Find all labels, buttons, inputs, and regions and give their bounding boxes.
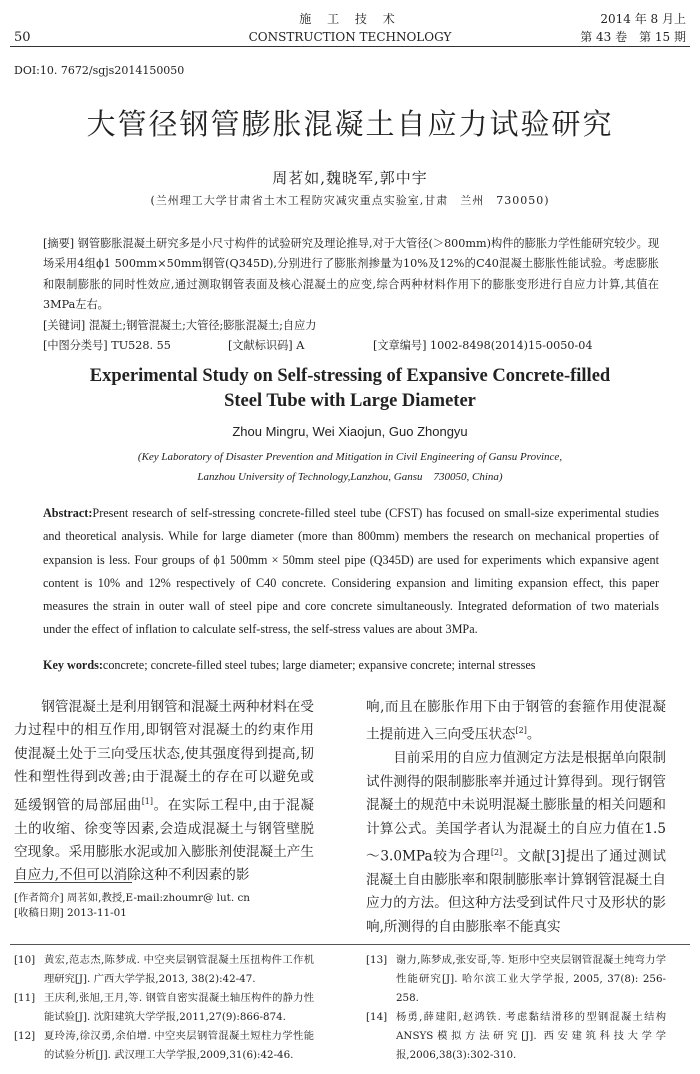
authors-cn: 周茗如,魏晓军,郭中宇	[272, 169, 428, 187]
page-number: 50	[14, 30, 31, 45]
body-text: 。	[526, 726, 541, 743]
affiliation-en-line-1: (Key Laboratory of Disaster Prevention and Mitigation in Civil Engineering of Gansu Province,	[137, 451, 563, 463]
reference-text: 黄宏,范志杰,陈梦成. 中空夹层钢管混凝土压扭构件工作机理研究[J]. 广西大学学报,2013, 38(2):42-47.	[44, 954, 314, 985]
issue-date: 2014 年 8 月上	[600, 12, 686, 26]
reference-text: 谢力,陈梦成,张安哥,等. 矩形中空夹层钢管混凝土纯弯力学性能研究[J]. 哈尔滨工业大学学报, 2005, 37(8): 256-258.	[396, 954, 666, 1004]
doc-code-value: A	[296, 339, 305, 352]
keywords-cn-label: [关键词]	[43, 319, 86, 332]
doi: DOI:10. 7672/sgjs2014150050	[14, 64, 185, 77]
issue-info	[580, 10, 686, 46]
abstract-cn-text: 钢管膨胀混凝土研究多是小尺寸构件的试验研究及理论推导,对于大管径(＞800mm)构件的膨胀力学性能研究较少。现场采用4组ϕ1 500mm×50mm钢管(Q345D),分别进行了膨胀剂掺量为10%及12%的C40混凝土膨胀性能试验。考虑膨胀和限制膨胀的同时性效应,通过测取钢管表面及核心混凝土的应变,综合两种材料作用下的膨胀变形进行自应力计算,其值在3MPa左右。	[43, 237, 660, 312]
body-text: 。在实际工程中,由于混凝土的收缩、徐变等因素,会造成混凝土与钢管壁脱空现象。采用膨胀水泥或加入膨胀剂使混凝土产生自应力,不但可以消除这种不利因素的影	[14, 797, 314, 884]
references-left	[14, 951, 314, 1065]
body-paragraph	[366, 696, 666, 747]
body-right-column	[366, 696, 666, 939]
citation: [2]	[515, 726, 527, 736]
footnote-rule	[14, 882, 132, 883]
references-rule	[10, 944, 690, 945]
article-number-value: 1002-8498(2014)15-0050-04	[430, 339, 593, 352]
reference-number: [11]	[14, 992, 36, 1004]
authors-en: Zhou Mingru, Wei Xiaojun, Guo Zhongyu	[232, 424, 468, 439]
journal-name-cn: 施 工 技 术	[299, 12, 401, 26]
footnote	[14, 891, 314, 921]
citation: [2]	[490, 847, 503, 857]
author-bio-text: 周茗如,教授,E-mail:zhoumr@ lut. cn	[66, 892, 250, 904]
keywords-cn	[43, 317, 317, 333]
affiliation-en	[0, 447, 700, 487]
affiliation-en-line-2: Lanzhou University of Technology,Lanzhou, Gansu 730050, China)	[197, 471, 503, 483]
volume-issue: 第 43 卷 第 15 期	[580, 30, 686, 44]
abstract-cn-label: [摘要]	[43, 237, 75, 250]
title-cn: 大管径钢管膨胀混凝土自应力试验研究	[86, 107, 614, 141]
body-paragraph	[14, 696, 314, 888]
body-left-column	[14, 696, 314, 888]
received-date-text: 2013-11-01	[66, 907, 127, 919]
citation: [1]	[141, 796, 154, 806]
affiliation-cn: (兰州理工大学甘肃省土木工程防灾减灾重点实验室,甘肃 兰州 730050)	[150, 194, 550, 207]
title-en	[0, 364, 700, 414]
keywords-cn-text: 混凝土;钢管混凝土;大管径;膨胀混凝土;自应力	[88, 319, 317, 332]
received-date	[14, 906, 314, 921]
keywords-en	[43, 658, 536, 673]
header-rule	[10, 46, 690, 47]
doc-code-label: [文献标识码]	[228, 339, 293, 352]
abstract-en-text: Present research of self-stressing concrete-filled steel tube (CFST) has focused on small-size experimental studies and theoretical analysis. While for large diameter (more than 800mm) members the research on mechanical properties of expansion is less. Four groups of ϕ1 500mm × 50mm steel pipe (Q345D) are used for experiments which expansive agent content is 10% and 12% respectively of C40 concrete. Considering expansion and limiting expansion effect, this paper measures the strain in outer wall of steel pipe and core concrete simultaneously. Integrated deformation of two materials under the effect of inflation to calculate self-stress, the self-stress values are about 3MPa.	[43, 506, 659, 637]
doc-code-block	[228, 337, 373, 353]
author-bio	[14, 891, 314, 906]
reference-item	[14, 1027, 314, 1065]
reference-item	[366, 1008, 666, 1065]
reference-text: 杨勇,薛建阳,赵鸿铁. 考虑黏结滑移的型钢混凝土结构ANSYS模拟方法研究[J]. 西安建筑科技大学学报,2006,38(3):302-310.	[396, 1011, 666, 1061]
journal-name-en: CONSTRUCTION TECHNOLOGY	[248, 30, 452, 44]
classification-line	[43, 337, 659, 353]
abstract-cn	[43, 234, 659, 316]
reference-item	[14, 989, 314, 1027]
abstract-en-label: Abstract:	[43, 506, 93, 520]
clc-block	[43, 337, 228, 353]
reference-number: [10]	[14, 954, 36, 966]
reference-item	[366, 951, 666, 1008]
reference-number: [13]	[366, 954, 388, 966]
reference-text: 夏玲涛,徐汉勇,余伯增. 中空夹层钢管混凝土短柱力学性能的试验分析[J]. 武汉理工大学学报,2009,31(6):42-46.	[44, 1030, 314, 1061]
body-paragraph	[366, 747, 666, 939]
reference-number: [12]	[14, 1030, 36, 1042]
reference-text: 王庆利,张旭,王月,等. 钢管自密实混凝土轴压构件的静力性能试验[J]. 沈阳建筑大学学报,2011,27(9):866-874.	[44, 992, 314, 1023]
clc-value: TU528. 55	[111, 339, 171, 352]
body-text: 钢管混凝土是利用钢管和混凝土两种材料在受力过程中的相互作用,即钢管对混凝土的约束作用使混凝土处于三向受压状态,使其强度得到提高,韧性和塑性得到改善;由于混凝土的存在可以避免或延缓钢管的局部屈曲	[14, 699, 314, 814]
reference-number: [14]	[366, 1011, 388, 1023]
article-number-label: [文章编号]	[373, 339, 427, 352]
body-text: 。文献[3]提出了通过测试混凝土自由膨胀率和限制膨胀率计算钢管混凝土自应力的方法。但这种方法受到试件尺寸及形状的影响,所测得的自由膨胀率不能真实	[366, 848, 666, 935]
references-right	[366, 951, 666, 1065]
author-bio-label: [作者简介]	[14, 892, 64, 904]
title-en-text: Experimental Study on Self-stressing of Expansive Concrete-filled Steel Tube with Large Diameter	[89, 366, 611, 411]
article-number-block	[373, 337, 592, 353]
reference-item	[14, 951, 314, 989]
keywords-en-label: Key words:	[43, 658, 103, 672]
body-text: 响,而且在膨胀作用下由于钢管的套箍作用使混凝土提前进入三向受压状态	[366, 699, 666, 743]
body-text: 目前采用的自应力值测定方法是根据单向限制试件测得的限制膨胀率并通过计算得到。现行钢管混凝土的规范中未说明混凝土膨胀量的相关问题和计算公式。美国学者认为混凝土的自应力值在1.5～3.0MPa较为合理	[366, 750, 666, 865]
clc-label: [中图分类号]	[43, 339, 108, 352]
abstract-en	[43, 502, 659, 642]
received-date-label: [收稿日期]	[14, 907, 64, 919]
keywords-en-text: concrete; concrete-filled steel tubes; large diameter; expansive concrete; internal stresses	[102, 658, 536, 672]
